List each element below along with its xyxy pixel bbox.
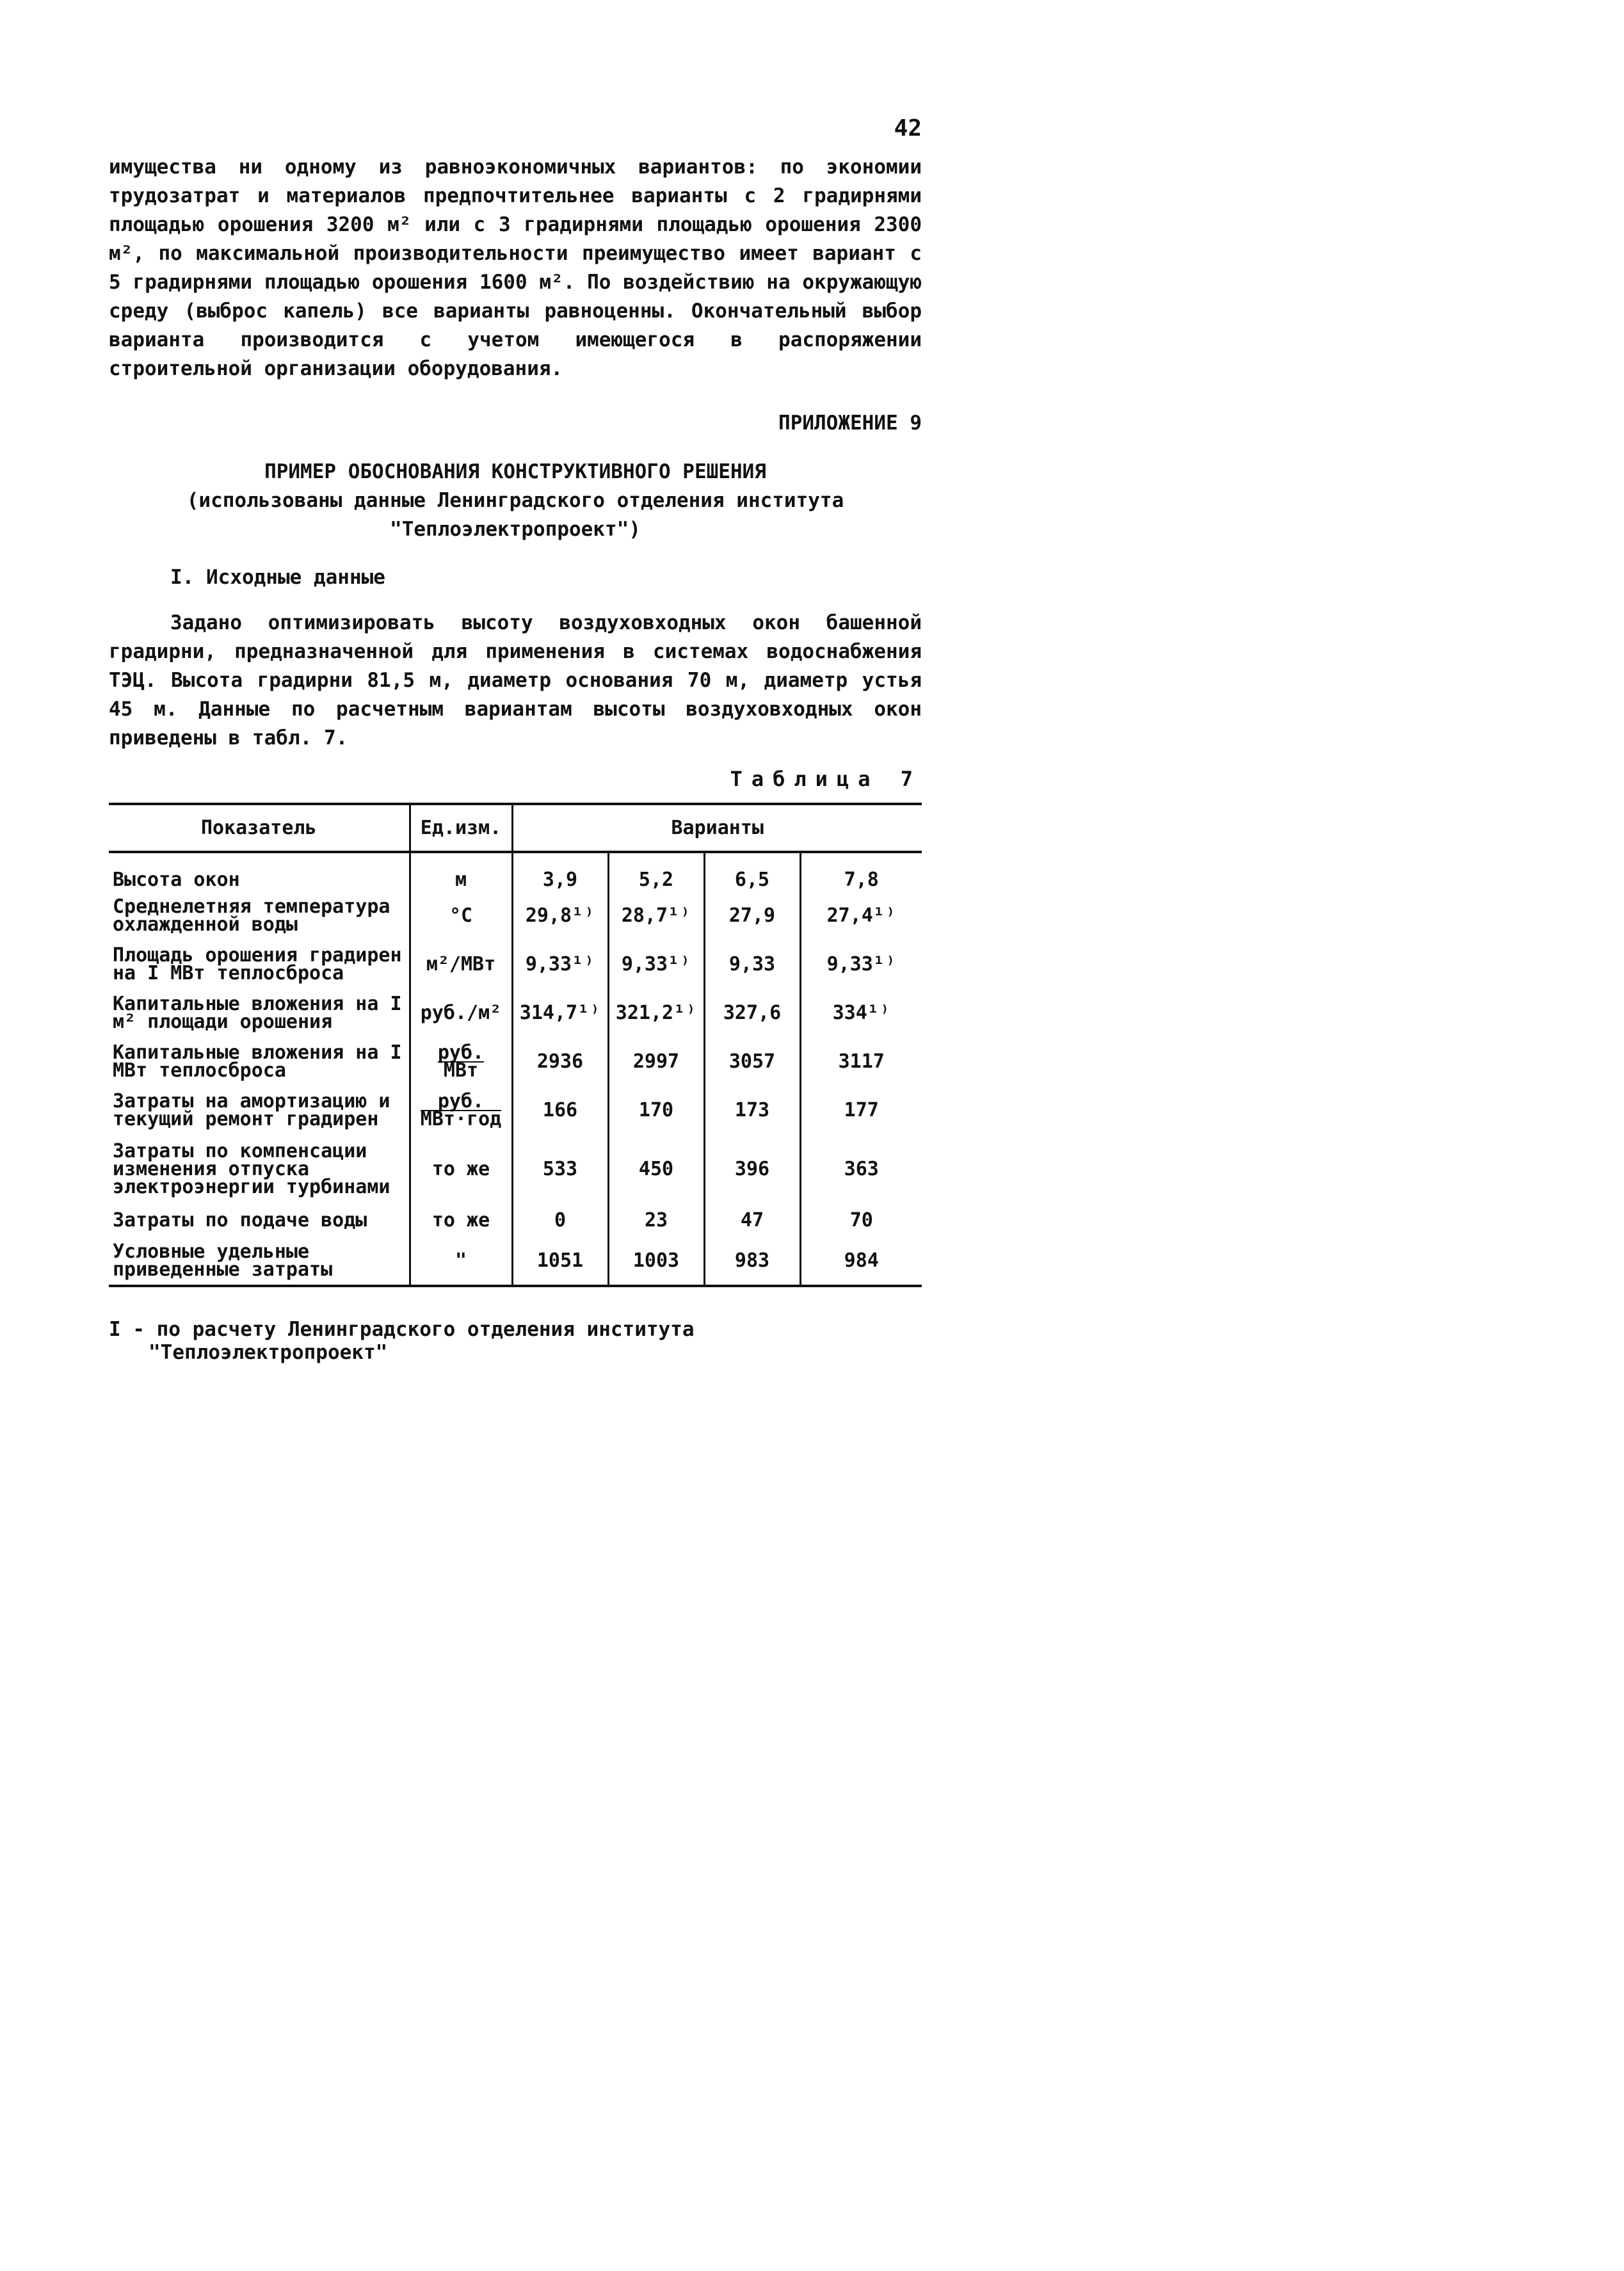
unit-denominator: МВт·год: [420, 1107, 502, 1130]
cell-indicator: Площадь орошения градирен на I МВт теплосброса: [113, 944, 402, 984]
cell-indicator: Капитальные вложения на I МВт теплосброса: [113, 1041, 402, 1082]
cell-unit: °C: [410, 892, 512, 940]
task-paragraph: Задано оптимизировать высоту воздуховходных окон башенной градирни, предназначенной для применения в системах водоснабжения ТЭЦ. Высота градирни 81,5 м, диаметр основания 70 м, диаметр устья 45 м. Данные по расчетным вариантам высоты воздуховходных окон приведены в табл. 7.: [109, 611, 922, 750]
cell-variant-value: 28,7¹⁾: [608, 892, 704, 940]
cell-variant-value: 9,33¹⁾: [608, 940, 704, 989]
table-row: [109, 1204, 922, 1237]
cell-unit: то же: [410, 1135, 512, 1204]
cell-variant-value: 27,9: [704, 892, 800, 940]
cell-variant-value: 70: [800, 1204, 922, 1237]
header-variants: Варианты: [512, 804, 922, 852]
table-row: [109, 1135, 922, 1204]
cell-variant-value: 9,33¹⁾: [512, 940, 608, 989]
header-indicator: Показатель: [109, 804, 410, 852]
cell-variant-value: 23: [608, 1204, 704, 1237]
intro-paragraph: имущества ни одному из равноэкономичных вариантов: по экономии трудозатрат и материалов предпочтительнее варианты с 2 градирнями площадью орошения 3200 м² или с 3 градирнями площадью орошения 2300 м², по максимальной производительности преимущество имеет вариант с 5 градирнями площадью орошения 1600 м². По воздействию на окружающую среду (выброс капель) все варианты равноценны. Окончательный выбор варианта производится с учетом имеющегося в распоряжении строительной организации оборудования.: [109, 156, 922, 380]
section-heading: I. Исходные данные: [170, 566, 385, 589]
cell-variant-value: 166: [512, 1086, 608, 1135]
table-row: [109, 852, 922, 892]
table-body: [109, 852, 922, 1286]
cell-variant-value: 450: [608, 1135, 704, 1204]
cell-variant-value: 177: [800, 1086, 922, 1135]
cell-variant-value: 396: [704, 1135, 800, 1204]
cell-indicator: Капитальные вложения на I м² площади орошения: [113, 993, 402, 1033]
cell-unit: ": [410, 1237, 512, 1286]
cell-variant-value: 1051: [512, 1237, 608, 1286]
cell-variant-value: 7,8: [800, 852, 922, 892]
unit-numerator: руб.: [437, 1041, 485, 1064]
cell-variant-value: 0: [512, 1204, 608, 1237]
table-row: [109, 1237, 922, 1286]
cell-variant-value: 3,9: [512, 852, 608, 892]
page-number: 42: [894, 115, 922, 141]
cell-unit: [410, 1038, 512, 1086]
cell-unit: [410, 1086, 512, 1135]
cell-variant-value: 334¹⁾: [800, 989, 922, 1038]
cell-variant-value: 314,7¹⁾: [512, 989, 608, 1038]
unit-denominator: МВт: [443, 1059, 479, 1082]
unit-fraction: [437, 1041, 485, 1082]
section-title: [109, 458, 922, 544]
unit-fraction: [420, 1089, 502, 1130]
cell-variant-value: 170: [608, 1086, 704, 1135]
table-row: [109, 989, 922, 1038]
cell-indicator: Высота окон: [113, 869, 240, 891]
title-line-2: (использованы данные Ленинградского отделения института: [186, 489, 844, 512]
cell-indicator: Среднелетняя температура охлажденной воды: [113, 895, 390, 936]
appendix-label: ПРИЛОЖЕНИЕ 9: [778, 412, 922, 435]
cell-variant-value: 983: [704, 1237, 800, 1286]
cell-indicator: Затраты по компенсации изменения отпуска электроэнергии турбинами: [113, 1140, 390, 1198]
table-row: [109, 1038, 922, 1086]
title-line-3: "Теплоэлектропроект"): [390, 518, 641, 541]
document-page: [109, 115, 922, 1364]
cell-variant-value: 1003: [608, 1237, 704, 1286]
header-unit: Ед.изм.: [410, 804, 512, 852]
title-line-1: ПРИМЕР ОБОСНОВАНИЯ КОНСТРУКТИВНОГО РЕШЕНИЯ: [264, 460, 766, 483]
cell-indicator: Затраты по подаче воды: [113, 1209, 367, 1232]
table-label: Таблица 7: [730, 767, 922, 791]
unit-numerator: руб.: [421, 1093, 501, 1111]
cell-variant-value: 5,2: [608, 852, 704, 892]
cell-variant-value: 984: [800, 1237, 922, 1286]
cell-variant-value: 533: [512, 1135, 608, 1204]
cell-variant-value: 6,5: [704, 852, 800, 892]
cell-unit: м: [410, 852, 512, 892]
table-header-row: [109, 804, 922, 852]
cell-variant-value: 173: [704, 1086, 800, 1135]
cell-variant-value: 27,4¹⁾: [800, 892, 922, 940]
cell-variant-value: 9,33¹⁾: [800, 940, 922, 989]
cell-variant-value: 327,6: [704, 989, 800, 1038]
cell-indicator: Условные удельные приведенные затраты: [113, 1240, 333, 1281]
cell-unit: м²/МВт: [410, 940, 512, 989]
table-row: [109, 1086, 922, 1135]
cell-variant-value: 321,2¹⁾: [608, 989, 704, 1038]
table-row: [109, 892, 922, 940]
cell-variant-value: 3117: [800, 1038, 922, 1086]
cell-variant-value: 9,33: [704, 940, 800, 989]
cell-variant-value: 2936: [512, 1038, 608, 1086]
footnote: I - по расчету Ленинградского отделения института "Теплоэлектропроект": [109, 1318, 695, 1364]
table-row: [109, 940, 922, 989]
cell-unit: то же: [410, 1204, 512, 1237]
data-table: [109, 803, 922, 1287]
cell-unit: руб./м²: [410, 989, 512, 1038]
cell-variant-value: 2997: [608, 1038, 704, 1086]
cell-variant-value: 363: [800, 1135, 922, 1204]
cell-variant-value: 47: [704, 1204, 800, 1237]
cell-variant-value: 3057: [704, 1038, 800, 1086]
cell-indicator: Затраты на амортизацию и текущий ремонт градирен: [113, 1090, 390, 1130]
cell-variant-value: 29,8¹⁾: [512, 892, 608, 940]
